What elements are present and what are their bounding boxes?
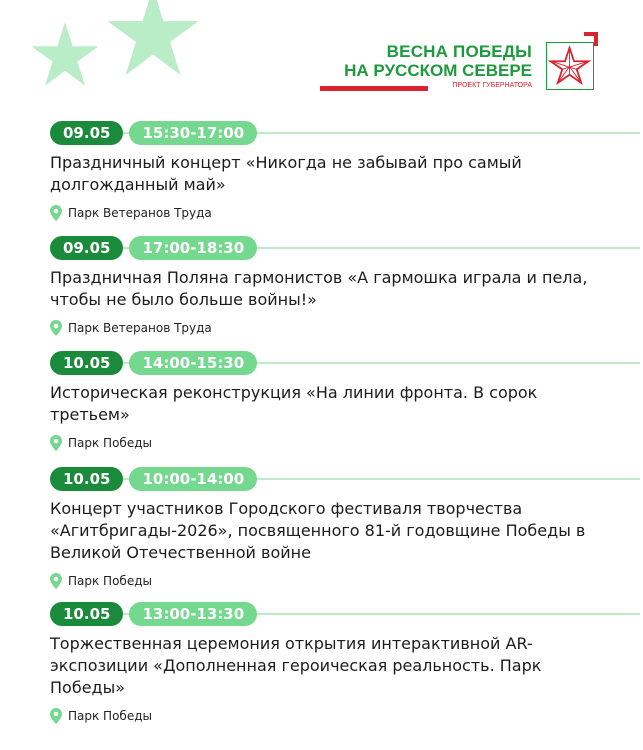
event-item <box>50 236 610 336</box>
event-location <box>50 573 610 589</box>
location-pin-icon <box>50 573 62 589</box>
event-date: 10.05 <box>50 351 123 375</box>
logo-bar <box>320 86 428 91</box>
location-pin-icon <box>50 320 62 336</box>
logo-box <box>546 42 594 90</box>
event-date: 09.05 <box>50 236 123 260</box>
event-place: Парк Победы <box>68 709 152 723</box>
location-pin-icon <box>50 708 62 724</box>
event-location <box>50 435 610 451</box>
event-item <box>50 467 610 589</box>
event-time: 17:00-18:30 <box>129 236 257 260</box>
event-title: Историческая реконструкция «На линии фронта. В сорок третьем» <box>50 383 538 424</box>
event-title: Торжественная церемония открытия интерактивной AR-экспозиции «Дополненная героическая реальность. Парк Победы» <box>50 634 542 697</box>
event-item <box>50 602 610 724</box>
location-pin-icon <box>50 205 62 221</box>
logo-line1: ВЕСНА ПОБЕДЫ <box>386 42 532 61</box>
event-time: 13:00-13:30 <box>129 602 257 626</box>
location-pin-icon <box>50 435 62 451</box>
event-title: Праздничная Поляна гармонистов «А гармошка играла и пела, чтобы не было больше войны!» <box>50 268 588 309</box>
event-place: Парк Победы <box>68 436 152 450</box>
event-date: 10.05 <box>50 602 123 626</box>
event-location <box>50 708 610 724</box>
event-location <box>50 205 610 221</box>
event-title: Праздничный концерт «Никогда не забывай про самый долгожданный май» <box>50 153 522 194</box>
event-location <box>50 320 610 336</box>
red-star-icon <box>547 43 592 88</box>
event-time: 14:00-15:30 <box>129 351 257 375</box>
logo-line3: ПРОЕКТ ГУБЕРНАТОРА <box>452 82 532 89</box>
event-title: Концерт участников Городского фестиваля творчества «Агитбригады-2026», посвященного 81-й годовщине Победы в Великой Отечественной войне <box>50 499 586 562</box>
event-date: 09.05 <box>50 121 123 145</box>
project-logo <box>318 32 598 96</box>
event-date: 10.05 <box>50 467 123 491</box>
star-icon <box>105 0 201 78</box>
event-item <box>50 121 610 221</box>
event-item <box>50 351 610 451</box>
logo-line2: НА РУССКОМ СЕВЕРЕ <box>344 61 532 80</box>
event-time: 15:30-17:00 <box>129 121 257 145</box>
logo-corner <box>584 32 598 46</box>
event-place: Парк Ветеранов Труда <box>68 206 212 220</box>
event-place: Парк Ветеранов Труда <box>68 321 212 335</box>
event-time: 10:00-14:00 <box>129 467 257 491</box>
star-icon <box>30 22 100 88</box>
event-place: Парк Победы <box>68 574 152 588</box>
